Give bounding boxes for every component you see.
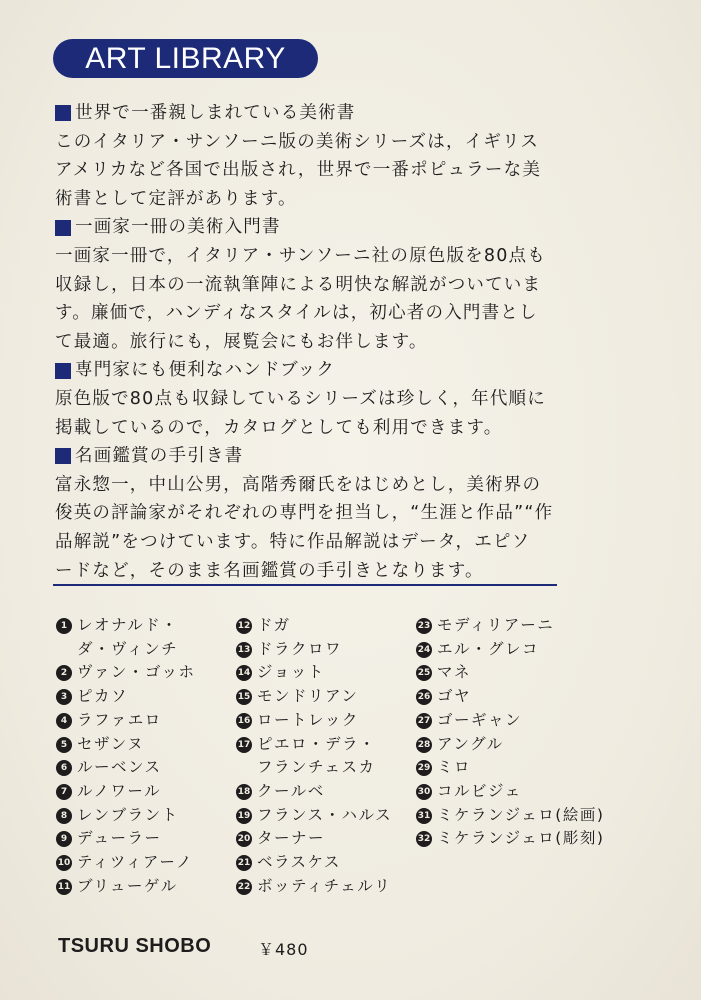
artist-item (236, 780, 416, 804)
number-badge: 9 (56, 831, 72, 847)
artist-item (416, 756, 616, 780)
number-badge: 8 (56, 808, 72, 824)
artist-item (56, 756, 226, 780)
section-4 (55, 442, 575, 585)
section-text: 原色版で80点も収録しているシリーズは珍しく，年代順に 掲載しているので，カタログとしても利用できます。 (55, 388, 546, 438)
section-square-icon (55, 448, 71, 464)
number-badge: 17 (236, 737, 252, 753)
artist-name: クールベ (257, 781, 325, 800)
artist-item (416, 733, 616, 757)
number-badge: 21 (236, 855, 252, 871)
artist-item (416, 827, 616, 851)
number-badge: 24 (416, 642, 432, 658)
section-3 (55, 356, 575, 442)
number-badge: 31 (416, 808, 432, 824)
number-badge: 7 (56, 784, 72, 800)
number-badge: 23 (416, 618, 432, 634)
number-badge: 32 (416, 831, 432, 847)
section-text: 富永惣一，中山公男，高階秀爾氏をはじめとし，美術界の 俊英の評論家がそれぞれの専門を担当し，“生涯と作品”“作 品解説”をつけています。特に作品解説はデータ，エピソ ードなど，そのまま名画鑑賞の手引きとなります。 (55, 474, 554, 581)
artist-name: アングル (437, 734, 504, 753)
artist-item (56, 733, 226, 757)
number-badge: 6 (56, 760, 72, 776)
artist-list-column-1 (56, 614, 226, 898)
artist-item (236, 827, 416, 851)
artist-name: ベラスケス (257, 853, 341, 872)
number-badge: 16 (236, 713, 252, 729)
artist-item (416, 780, 616, 804)
artist-name: ジョット (257, 663, 325, 682)
artist-item (236, 875, 416, 899)
artist-name: コルビジェ (437, 781, 522, 800)
artist-name: ミケランジェロ(彫刻) (437, 829, 605, 848)
artist-name: ミロ (437, 758, 472, 777)
number-badge: 12 (236, 618, 252, 634)
section-title: 世界で一番親しまれている美術書 (75, 103, 356, 123)
number-badge: 4 (56, 713, 72, 729)
artist-item (236, 638, 416, 662)
artist-name: レンブラント (77, 805, 179, 824)
section-title: 専門家にも便利なハンドブック (75, 360, 336, 381)
section-square-icon (55, 220, 71, 236)
number-badge: 20 (236, 831, 252, 847)
number-badge: 10 (56, 855, 72, 871)
artist-item (416, 709, 616, 733)
art-library-banner: ART LIBRARY (53, 39, 318, 78)
artist-name: ティツィアーノ (77, 853, 194, 872)
price: ￥480 (258, 940, 309, 959)
artist-name: レオナルド・ ダ・ヴィンチ (77, 616, 179, 658)
number-badge: 11 (56, 879, 72, 895)
artist-item (56, 875, 226, 899)
artist-item (416, 685, 616, 709)
number-badge: 28 (416, 737, 432, 753)
artist-item (236, 685, 416, 709)
artist-item (236, 851, 416, 875)
divider-rule (53, 584, 557, 586)
section-square-icon (55, 363, 71, 379)
number-badge: 15 (236, 689, 252, 705)
artist-name: モンドリアン (257, 687, 359, 706)
artist-name: ターナー (257, 829, 326, 848)
artist-name: ミケランジェロ(絵画) (437, 805, 605, 824)
section-square-icon (55, 105, 71, 121)
artist-item (56, 709, 226, 733)
artist-name: ラファエロ (77, 710, 162, 729)
artist-list-column-3 (416, 614, 616, 851)
artist-name: ブリューゲル (77, 876, 178, 895)
artist-name: ルーベンス (77, 758, 162, 777)
artist-item (416, 661, 616, 685)
artist-name: ドガ (257, 616, 291, 634)
artist-name: ゴーギャン (437, 710, 523, 729)
artist-name: ピカソ (77, 687, 129, 706)
section-1 (55, 99, 575, 213)
artist-name: ロートレック (257, 710, 359, 729)
number-badge: 26 (416, 689, 432, 705)
artist-item (56, 661, 226, 685)
number-badge: 19 (236, 808, 252, 824)
description-body (55, 99, 575, 585)
number-badge: 27 (416, 713, 432, 729)
artist-name: エル・グレコ (437, 639, 540, 658)
artist-item (236, 804, 416, 828)
section-text: 一画家一冊で，イタリア・サンソーニ社の原色版を80点も 収録し，日本の一流執筆陣による明快な解説がついていま す。廉価で，ハンディなスタイルは，初心者の入門書とし て最適。旅行にも，展覧会にもお伴します。 (55, 245, 546, 352)
artist-item (56, 614, 226, 661)
artist-list-column-2 (236, 614, 416, 898)
artist-item (236, 661, 416, 685)
section-title: 一画家一冊の美術入門書 (75, 217, 281, 238)
number-badge: 5 (56, 737, 72, 753)
artist-item (56, 827, 226, 851)
artist-item (56, 685, 226, 709)
number-badge: 3 (56, 689, 72, 705)
artist-name: デューラー (77, 829, 162, 848)
number-badge: 1 (56, 618, 72, 634)
artist-name: フランス・ハルス (257, 805, 393, 824)
artist-item (236, 709, 416, 733)
number-badge: 2 (56, 665, 72, 681)
artist-name: モディリアーニ (437, 616, 555, 634)
artist-item (56, 804, 226, 828)
number-badge: 29 (416, 760, 432, 776)
artist-name: ドラクロワ (257, 639, 343, 658)
artist-name: ルノワール (77, 781, 162, 800)
artist-name: ヴァン・ゴッホ (77, 663, 196, 682)
section-2 (55, 213, 575, 356)
artist-item (236, 733, 416, 780)
number-badge: 25 (416, 665, 432, 681)
artist-name: マネ (437, 663, 472, 682)
section-title: 名画鑑賞の手引き書 (75, 446, 244, 467)
artist-name: ピエロ・デラ・ フランチェスカ (257, 734, 377, 777)
number-badge: 14 (236, 665, 252, 681)
number-badge: 13 (236, 642, 252, 658)
artist-name: ゴヤ (437, 687, 472, 706)
artist-item (416, 614, 616, 638)
artist-item (236, 614, 416, 638)
artist-name: ボッティチェルリ (257, 876, 392, 895)
number-badge: 18 (236, 784, 252, 800)
artist-item (56, 851, 226, 875)
artist-name: セザンヌ (77, 734, 145, 753)
number-badge: 30 (416, 784, 432, 800)
artist-item (56, 780, 226, 804)
publisher-name: TSURU SHOBO (58, 935, 212, 957)
artist-item (416, 638, 616, 662)
artist-item (416, 804, 616, 828)
section-text: このイタリア・サンソーニ版の美術シリーズは，イギリス アメリカなど各国で出版され，世界で一番ポピュラーな美 術書として定評があります。 (55, 131, 542, 209)
number-badge: 22 (236, 879, 252, 895)
